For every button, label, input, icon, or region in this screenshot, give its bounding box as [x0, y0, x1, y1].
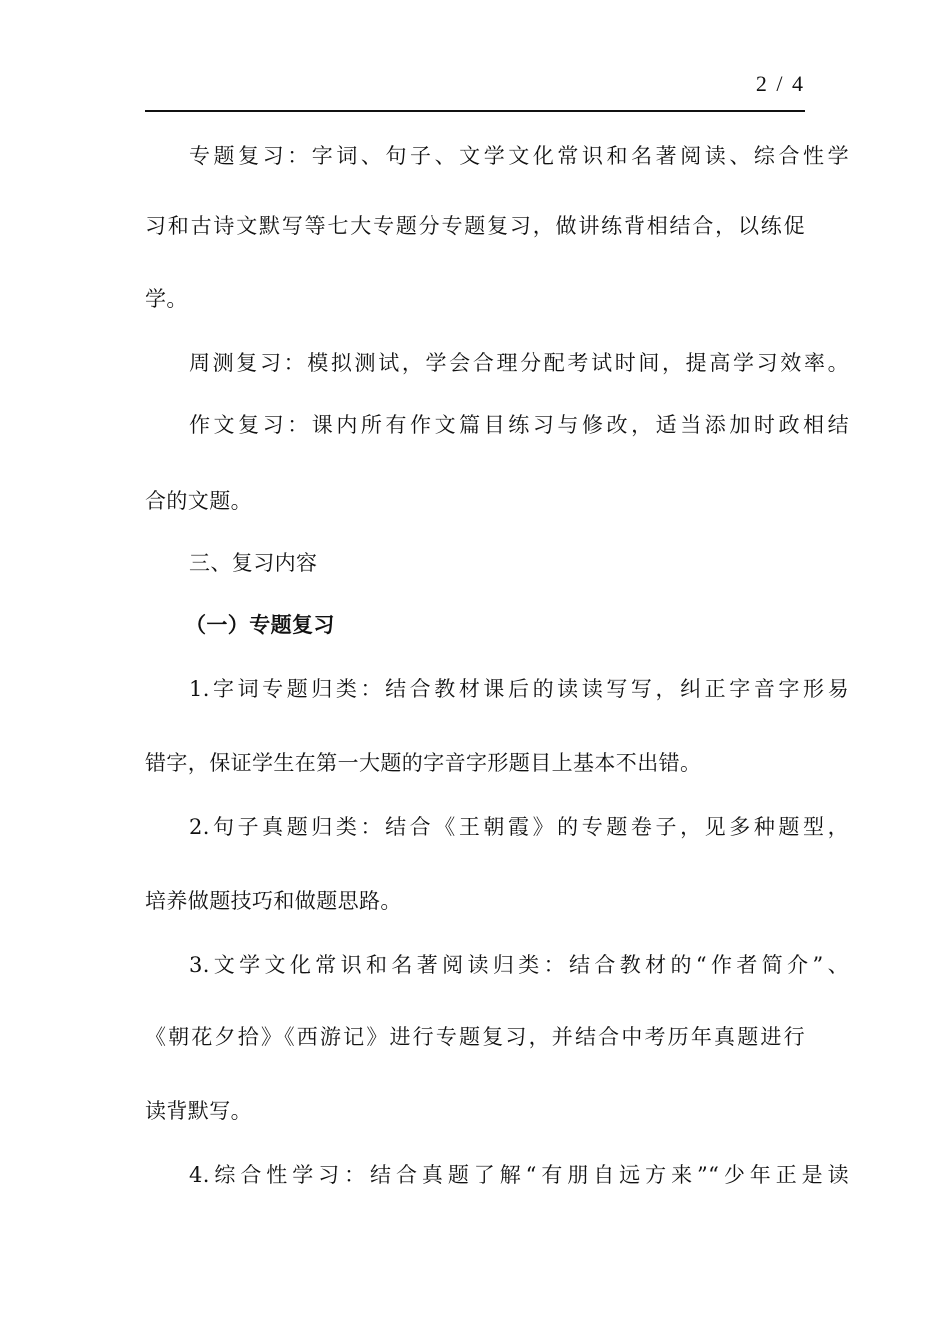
- page-number: 2 / 4: [755, 71, 805, 96]
- paragraph-line: 学。: [145, 287, 188, 311]
- paragraph-line: 3.文学文化常识和名著阅读归类：结合教材的“作者简介”、: [189, 953, 849, 977]
- paragraph-line: 错字，保证学生在第一大题的字音字形题目上基本不出错。: [145, 751, 702, 775]
- paragraph-line: 合的文题。: [145, 489, 252, 513]
- paragraph-line: 4.综合性学习：结合真题了解“有朋自远方来”“少年正是读: [189, 1163, 849, 1187]
- paragraph-line: 2.句子真题归类：结合《王朝霞》的专题卷子，见多种题型，: [189, 815, 849, 839]
- paragraph-line: 专题复习：字词、句子、文学文化常识和名著阅读、综合性学: [189, 144, 849, 168]
- paragraph-line: 习和古诗文默写等七大专题分专题复习，做讲练背相结合，以练促: [145, 214, 805, 238]
- paragraph-line: 1.字词专题归类：结合教材课后的读读写写，纠正字音字形易: [189, 677, 849, 701]
- subsection-heading: （一）专题复习: [185, 612, 335, 637]
- paragraph-line: 读背默写。: [145, 1099, 252, 1123]
- header-rule: [145, 110, 805, 112]
- paragraph-line: 《朝花夕拾》《西游记》进行专题复习，并结合中考历年真题进行: [145, 1025, 805, 1049]
- paragraph-line: 作文复习：课内所有作文篇目练习与修改，适当添加时政相结: [189, 413, 849, 437]
- paragraph-line: 周测复习：模拟测试，学会合理分配考试时间，提高学习效率。: [189, 351, 849, 375]
- paragraph-line: 培养做题技巧和做题思路。: [145, 889, 402, 913]
- section-heading: 三、复习内容: [189, 551, 318, 575]
